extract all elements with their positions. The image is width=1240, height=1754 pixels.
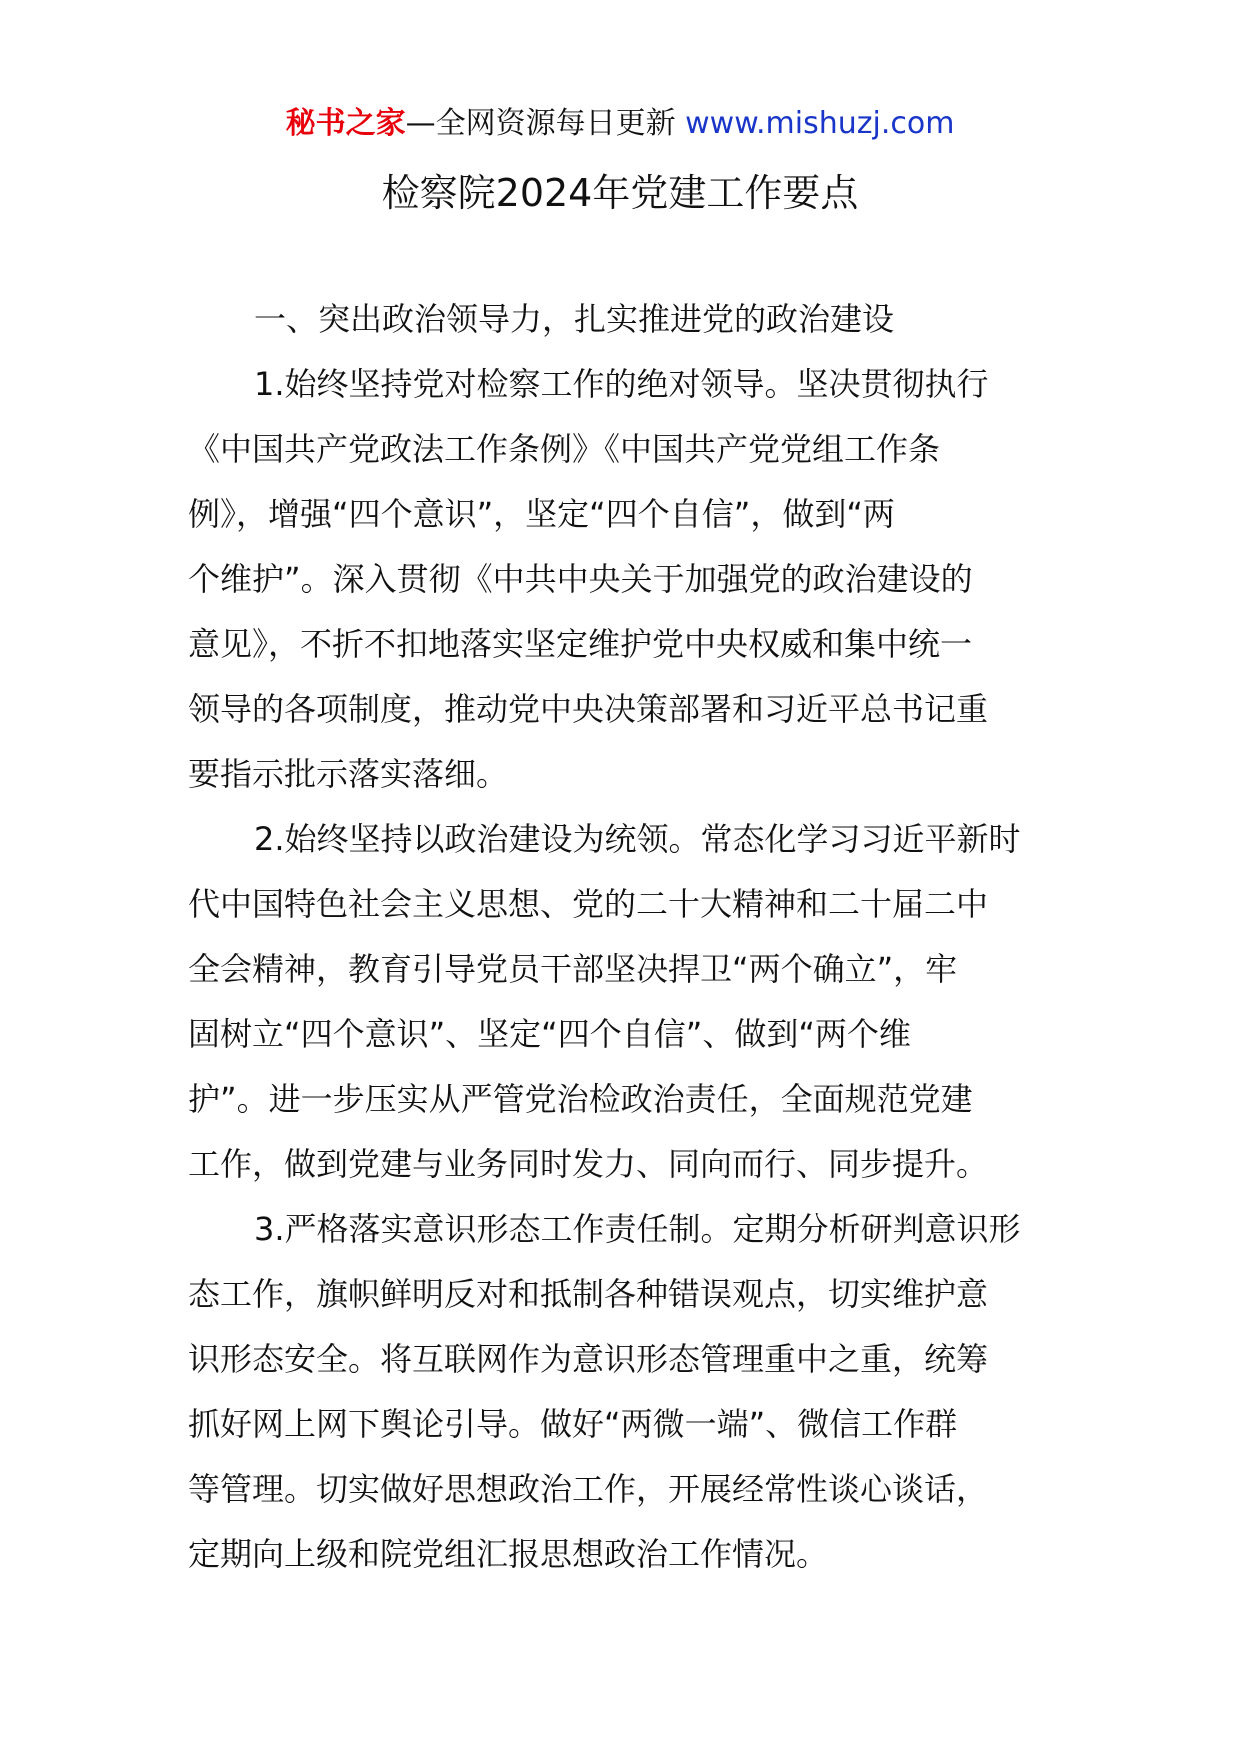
paragraph-1-line: 要指示批示落实落细。 [188, 755, 509, 793]
paragraph-1-line: 领导的各项制度，推动党中央决策部署和习近平总书记重 [188, 690, 989, 728]
document-title: 检察院2024年党建工作要点 [381, 171, 859, 215]
paragraph-3-line: 等管理。切实做好思想政治工作，开展经常性谈心谈话， [188, 1470, 989, 1508]
banner-brand: 秘书之家 [285, 106, 406, 141]
banner-slogan: —全网资源每日更新 [405, 106, 686, 141]
paragraph-1-line: 个维护”。深入贯彻《中共中央关于加强党的政治建设的 [188, 560, 973, 598]
paragraph-1-line: 《中国共产党政法工作条例》《中国共产党党组工作条 [188, 430, 941, 468]
paragraph-3-line: 态工作，旗帜鲜明反对和抵制各种错误观点，切实维护意 [188, 1275, 989, 1313]
paragraph-2-line: 工作，做到党建与业务同时发力、同向而行、同步提升。 [188, 1145, 989, 1183]
paragraph-1-line: 1.始终坚持党对检察工作的绝对领导。坚决贯彻执行 [254, 365, 989, 403]
paragraph-2-line: 固树立“四个意识”、坚定“四个自信”、做到“两个维 [188, 1015, 911, 1053]
paragraph-3-line: 抓好网上网下舆论引导。做好“两微一端”、微信工作群 [188, 1405, 958, 1443]
paragraph-3-line: 定期向上级和院党组汇报思想政治工作情况。 [188, 1535, 829, 1573]
paragraph-3-line: 识形态安全。将互联网作为意识形态管理重中之重，统筹 [188, 1340, 989, 1378]
document-body [188, 296, 1058, 1596]
section-heading-1: 一、突出政治领导力，扎实推进党的政治建设 [254, 300, 895, 338]
paragraph-3-line: 3.严格落实意识形态工作责任制。定期分析研判意识形 [254, 1210, 1021, 1248]
site-banner [0, 104, 1240, 144]
paragraph-2-line: 全会精神，教育引导党员干部坚决捍卫“两个确立”，牢 [188, 950, 958, 988]
paragraph-2-line: 代中国特色社会主义思想、党的二十大精神和二十届二中 [188, 885, 989, 923]
paragraph-1-line: 例》，增强“四个意识”，坚定“四个自信”，做到“两 [188, 495, 895, 533]
paragraph-1-line: 意见》，不折不扣地落实坚定维护党中央权威和集中统一 [188, 625, 973, 663]
paragraph-2-line: 护”。进一步压实从严管党治检政治责任，全面规范党建 [188, 1080, 973, 1118]
banner-url: www.mishuzj.com [685, 106, 955, 141]
paragraph-2-line: 2.始终坚持以政治建设为统领。常态化学习习近平新时 [254, 820, 1021, 858]
